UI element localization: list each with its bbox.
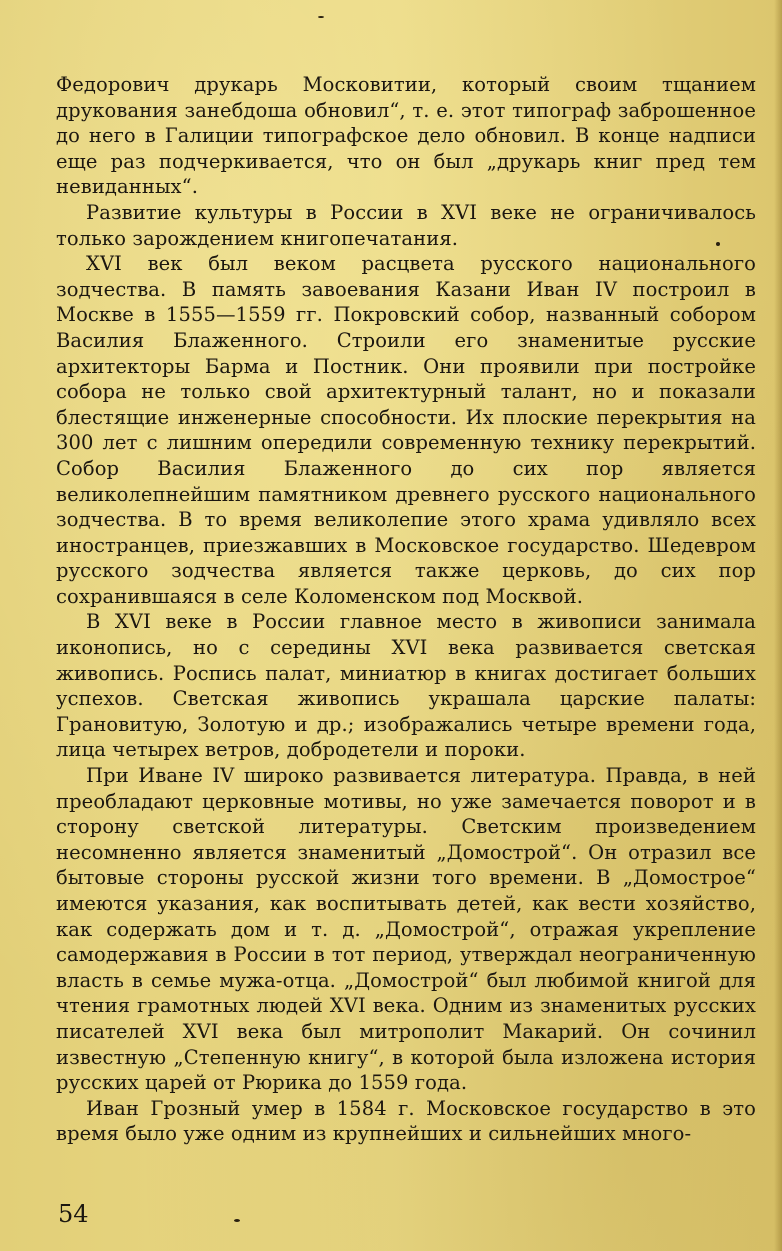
page-number: 54 [58, 1200, 89, 1228]
paragraph-continuation: Федорович друкарь Московитии, который своим тщанием друкования занебдоша обновил“, т. е. этот типограф заброшенное до него в Галиции типографское дело обновил. В конце надписи еще раз подчеркивается, что он был „друкарь книг пред тем невиданных“. [56, 73, 756, 199]
paragraph: В XVI веке в России главное место в живописи занимала иконопись, но с середины XVI века развивается светская живопись. Роспись палат, миниатюр в книгах достигает больших успехов. Светская живопись украшала царские палаты: Грановитую, Золотую и др.; изображались четыре времени года, лица четырех ветров, добродетели и пороки. [56, 610, 756, 762]
paragraph: Развитие культуры в России в XVI веке не ограничивалось только зарождением книгопечатания. [56, 200, 756, 250]
paragraph: При Иване IV широко развивается литература. Правда, в ней преобладают церковные мотивы, но уже замечается поворот и в сторону светской литературы. Светским произведением несомненно является знаменитый „Домострой“. Он отразил все бытовые стороны русской жизни того времени. В „Домострое“ имеются указания, как воспитывать детей, как вести хозяйство, как содержать дом и т. д. „Домострой“, отражая укрепление самодержавия в России в тот период, утверждал неограниченную власть в семье мужа-отца. „Домострой“ был любимой книгой для чтения грамотных людей XVI века. Одним из знаменитых русских писателей XVI века был митрополит Макарий. Он сочинил известную „Степенную книгу“, в которой была изложена история русских царей от Рюрика до 1559 года. [56, 764, 756, 1095]
ink-speck [318, 16, 324, 18]
body-text [56, 72, 756, 1147]
page-edge-shadow [774, 0, 782, 1251]
ink-speck [234, 1219, 240, 1222]
paragraph: XVI век был веком расцвета русского национального зодчества. В память завоевания Казани Иван IV построил в Москве в 1555—1559 гг. Покровский собор, названный собором Василия Блаженного. Строили его знаменитые русские архитекторы Барма и Постник. Они проявили при постройке собора не только свой архитектурный талант, но и показали блестящие инженерные способности. Их плоские перекрытия на 300 лет с лишним опередили современную технику перекрытий. Собор Василия Блаженного до сих пор является великолепнейшим памятником древнего русского национального зодчества. В то время великолепие этого храма удивляло всех иностранцев, приезжавших в Московское государство. Шедевром русского зодчества является также церковь, до сих пор сохранившаяся в селе Коломенском под Москвой. [56, 252, 756, 608]
paragraph: Иван Грозный умер в 1584 г. Московское государство в это время было уже одним из крупнейших и сильнейших много- [56, 1096, 756, 1146]
